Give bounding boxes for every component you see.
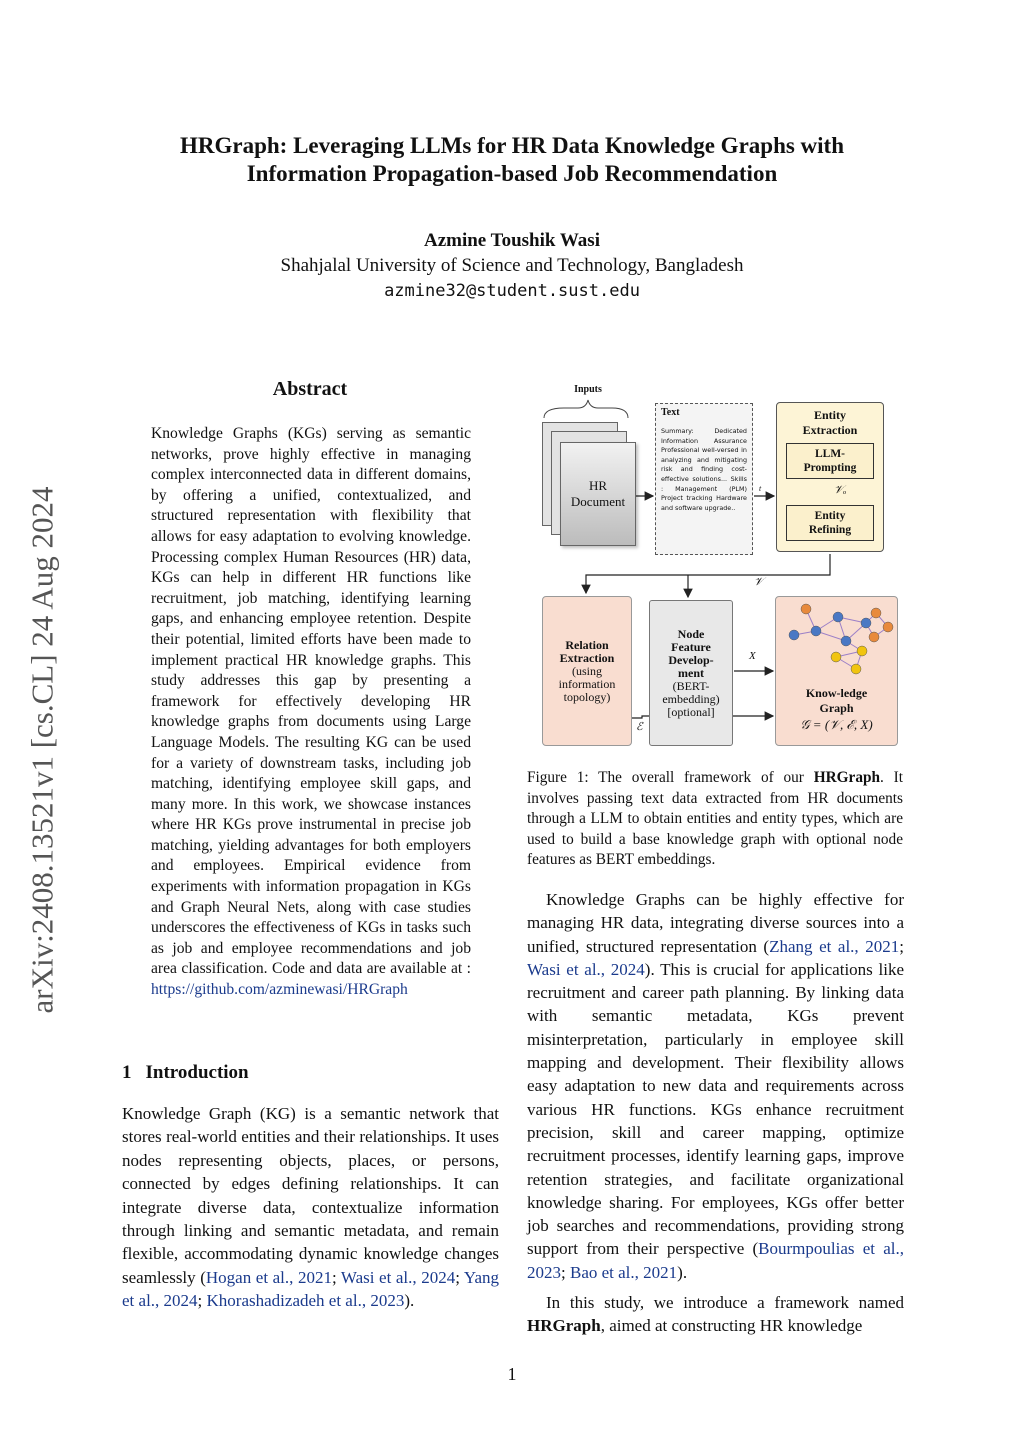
inputs-brace (544, 400, 628, 418)
kg-label-1: Know-ledge (805, 686, 868, 700)
relation-extraction-box (542, 596, 632, 746)
symbol-v-o: 𝒱ₒ (834, 484, 847, 496)
github-link[interactable]: https://github.com/azminewasi/HRGraph (151, 981, 408, 999)
arxiv-sidebar (12, 440, 72, 1060)
framework-figure (528, 378, 904, 750)
citation-separator: ; (331, 1267, 341, 1287)
citation-separator: ; (561, 1262, 570, 1282)
citation-link[interactable]: Wasi et al., 2024 (527, 959, 645, 979)
title-line-2: Information Propagation-based Job Recommendation (246, 161, 778, 186)
paragraph (527, 1291, 904, 1338)
intro-text: Knowledge Graph (KG) is a semantic network that stores real-world entities and their relationships. It uses nodes representing objects, places, or persons, connected by edges defining relationships. It can integrate diverse data, contextualize information through linking and semantic metadata, and remain flexible, accommodating dynamic knowledge changes seamlessly ( (122, 1104, 499, 1287)
caption-text: Figure 1: The overall framework of our (527, 769, 814, 786)
author-name: Azmine Toushik Wasi (423, 230, 600, 251)
author-email: azmine32@student.sust.edu (384, 281, 640, 301)
citation-link[interactable]: Bourmpoulias et al., 2023 (527, 1239, 904, 1282)
graph-node (841, 636, 851, 646)
node-label-6: embedding) (662, 691, 720, 706)
graph-node (831, 652, 841, 662)
entity-extraction-title-2: Extraction (802, 423, 858, 437)
text-box-content: Summary: Dedicated Information Assurance Professional well-versed in analyzing and mitigating risk and finding cost-effective solutions... Skills : Management (PLM) Project tracking Hardware and software upgrade.. (661, 427, 747, 512)
paragraph-text: , aimed at constructing HR knowledge (600, 1316, 863, 1336)
author-affiliation: Shahjalal University of Science and Technology, Bangladesh (280, 255, 744, 276)
knowledge-graph-illustration (776, 597, 899, 687)
introduction-paragraph (122, 1102, 499, 1313)
citation-separator: ; (197, 1291, 207, 1311)
right-column-text (527, 888, 904, 1345)
kg-formula: 𝒢 = (𝒱, ℰ, X) (800, 717, 873, 732)
node-label-3: Develop- (668, 652, 714, 667)
citation-link[interactable]: Wasi et al., 2024 (340, 1267, 456, 1287)
llm-prompting-box (786, 443, 874, 479)
graph-node (883, 622, 893, 632)
graph-node (871, 608, 881, 618)
title-line-1: HRGraph: Leveraging LLMs for HR Data Knowledge Graphs with (179, 133, 845, 158)
citation-separator: ; (899, 936, 904, 956)
graph-node (801, 604, 811, 614)
text-box-title: Text (661, 407, 680, 418)
symbol-x: X (749, 650, 756, 662)
arxiv-identifier: arXiv:2408.13521v1 [cs.CL] 24 Aug 2024 (24, 486, 59, 1014)
graph-node (861, 618, 871, 628)
node-label-7: [optional] (667, 704, 715, 719)
relation-label-4: information (558, 676, 616, 691)
paper-title (100, 132, 924, 188)
citation-link[interactable]: Yang et al., 2024 (122, 1267, 499, 1311)
entity-extraction-title-1: Entity (813, 408, 846, 422)
section-number: 1 (122, 1062, 132, 1083)
relation-label-5: topology) (563, 689, 611, 704)
extracted-text-box (655, 403, 753, 555)
graph-node (789, 630, 799, 640)
node-label-1: Node (677, 626, 705, 641)
relation-label-3: (using (572, 663, 602, 678)
paragraph-text: In this study, we introduce a framework named (546, 1293, 904, 1313)
arrow-entity-to-relation (586, 554, 830, 593)
kg-label-2: Graph (819, 701, 854, 715)
citation-close: ). (677, 1262, 688, 1282)
node-label-2: Feature (671, 639, 711, 654)
citation-link[interactable]: Khorashadizadeh et al., 2023 (206, 1291, 405, 1311)
graph-node (833, 612, 843, 622)
citation-separator: ; (455, 1267, 464, 1287)
page-number: 1 (507, 1364, 517, 1384)
llm-prompting-label-1: LLM- (814, 448, 846, 460)
symbol-v: 𝒱 (754, 576, 764, 588)
caption-text-rest: . It involves passing text data extracted from HR documents through a LLM to obtain entities and entity types, which are used to build a base knowledge graph with optional node features as BERT embeddings. (527, 769, 903, 869)
graph-node (857, 646, 867, 656)
graph-node (811, 626, 821, 636)
node-label-4: ment (678, 665, 704, 680)
symbol-t: t (759, 484, 762, 493)
paragraph-bold: HRGraph (527, 1316, 601, 1336)
llm-prompting-label-2: Prompting (803, 462, 857, 474)
paragraph-text: Knowledge Graphs can be highly effective for managing HR data, integrating diverse sources into a unified, structured representation ( (527, 890, 904, 956)
node-feature-box (649, 600, 733, 746)
abstract-heading: Abstract (272, 378, 348, 400)
knowledge-graph-box (775, 596, 898, 746)
relation-label-2: Extraction (559, 650, 615, 665)
hr-document-label-2: Document (570, 494, 626, 509)
section-heading-introduction (122, 1062, 249, 1084)
node-label-5: (BERT- (672, 678, 710, 693)
abstract-body (151, 424, 471, 1001)
citation-link[interactable]: Bao et al., 2021 (569, 1262, 678, 1282)
abstract-text: Knowledge Graphs (KGs) serving as semantic networks, prove highly effective in managing complex interconnected data in different domains, by offering a unified, contextualized, and structured representation with flexibility that allows for easy adaptation to evolving knowledge. Processing complex Human Resources (HR) data, KGs can help in different HR functions like recruitment, job matching, identifying learning gaps, and enhancing employee retention. Despite their potential, limited efforts have been made to implement practical HR knowledge graphs. This study addresses this gap by presenting a framework for effectively developing HR knowledge graphs from documents using Large Language Models. The resulting KG can be used for a variety of downstream tasks, including job matching, identifying employee skill gaps, and many more. In this work, we showcase instances where HR KGs prove instrumental in precise job matching, yielding advantages for both employers and employees. Empirical evidence from experiments with information propagation in KGs and Graph Neural Nets, along with case studies underscores the effectiveness of KGs in tasks such as job and employee recommendations and job area classification. Code and data are available at : (151, 425, 471, 978)
figure-caption (527, 768, 903, 871)
symbol-e: ℰ (636, 721, 643, 733)
entity-refining-label-1: Entity (814, 510, 846, 522)
hr-document (560, 442, 636, 546)
section-title: Introduction (145, 1062, 249, 1083)
citation-link[interactable]: Hogan et al., 2021 (205, 1267, 332, 1287)
paragraph-text: ). This is crucial for applications like recruitment and career path planning. By linking data with semantic metadata, KGs prevent misinterpretation, particularly in employee skill mapping and development. Their flexibility allows easy adaptation to new data and requirements across various HR functions. KGs enhance recruitment precision, skill and career mapping, optimize recruitment processes, identify learning gaps, improve retention strategies, and facilitate organizational knowledge sharing. For employees, KGs offer better job searches and recommendations, providing strong support from their perspective ( (527, 959, 904, 1259)
caption-bold: HRGraph (813, 769, 881, 786)
citation-link[interactable]: Zhang et al., 2021 (769, 936, 900, 956)
entity-refining-box (786, 505, 874, 541)
entity-extraction-box (776, 402, 884, 552)
relation-label-1: Relation (565, 637, 609, 652)
graph-node (869, 632, 879, 642)
entity-extraction-title (777, 408, 883, 438)
inputs-label: Inputs (574, 384, 602, 395)
hr-document-label-1: HR (588, 478, 608, 493)
citation-close: ). (404, 1291, 415, 1311)
graph-node (851, 664, 861, 674)
paragraph (527, 888, 904, 1284)
knowledge-graph-label (776, 686, 897, 716)
entity-refining-label-2: Refining (808, 524, 852, 536)
